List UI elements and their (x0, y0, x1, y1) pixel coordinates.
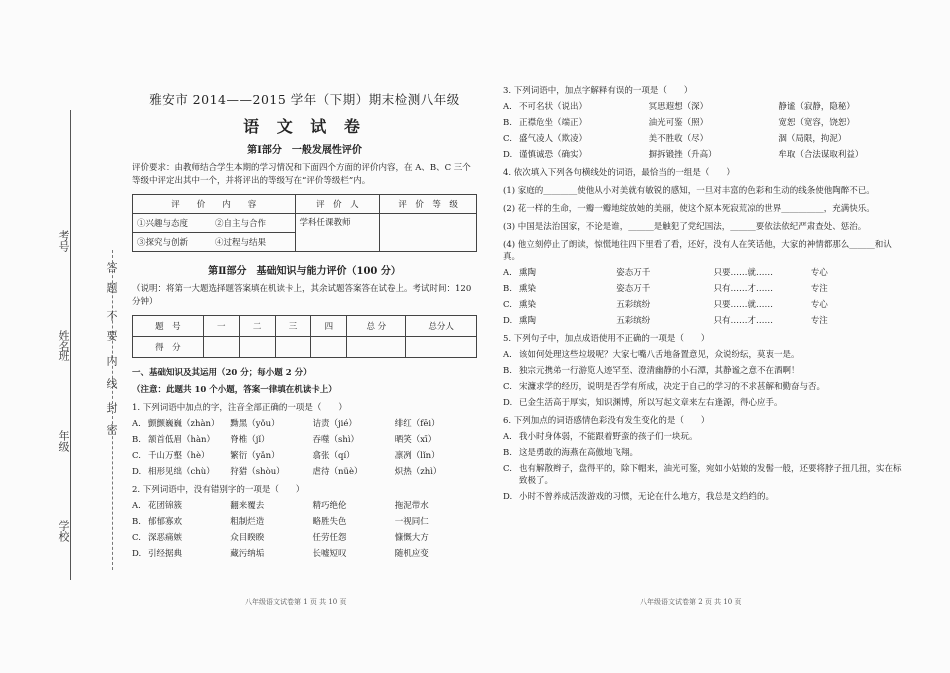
option-item: 宽恕（宽容，饶恕） (778, 118, 855, 128)
option-label: C. (503, 300, 512, 310)
option-item: 炽热（zhì） (394, 467, 442, 477)
option-item: 专心 (810, 300, 828, 310)
question-1 (132, 402, 477, 478)
question-4 (503, 167, 908, 327)
option-item: 牟取（合法谋取利益） (778, 150, 864, 160)
option-item: 翻来覆去 (230, 501, 265, 511)
option-item: 专注 (810, 316, 828, 326)
option-label: C. (503, 464, 512, 474)
binding-margin (0, 0, 140, 673)
option-label: B. (503, 118, 512, 128)
option-label: A. (132, 501, 141, 511)
eval-evaluator: 学科任课教师 (295, 214, 380, 252)
option-item: 这是勇敢的海燕在高傲地飞翔。 (519, 448, 639, 458)
question-6 (503, 415, 908, 503)
section1-note: （注意：此题共 10 个小题，答案一律填在机读卡上） (132, 385, 337, 395)
question-stem: 3. 下列词语中，加点字解释有误的一项是（ ） (503, 86, 693, 96)
option-item: 狩猎（shòu） (230, 467, 285, 477)
option-item: 花团锦簇 (148, 501, 183, 511)
option-item: 美不胜收（尽） (648, 134, 709, 144)
option-row (132, 548, 477, 560)
option-item: 深恶痛嫉 (148, 533, 183, 543)
option-label: B. (503, 448, 512, 458)
margin-label-class: 班 (57, 350, 70, 361)
option-label: A. (132, 419, 141, 429)
option-row (132, 516, 477, 528)
option-label: B. (503, 284, 512, 294)
margin-label-grade: 年级 (57, 430, 70, 452)
option-row (503, 117, 908, 129)
option-label: B. (503, 366, 512, 376)
option-row (132, 500, 477, 512)
option-item: 熏陶 (519, 268, 537, 278)
option-item: 颤颤巍巍（zhàn） (148, 419, 220, 429)
seal-char: 封 (105, 402, 118, 413)
score-cell[interactable] (239, 337, 275, 358)
option-item: 静谧（寂静，隐秘） (778, 102, 855, 112)
option-row (503, 149, 908, 161)
part1-title: 第Ⅰ部分 一般发展性评价 (247, 145, 362, 156)
seal-char: 线 (105, 378, 118, 389)
seal-char: 答 (105, 262, 118, 273)
option-item: 熏染 (519, 284, 537, 294)
part1-note: 评价要求：由教师结合学生本期的学习情况和下面四个方面的评价内容，在 A、B、C 三个等级中评定出其中一个，并将评出的等级写在“评价等级栏”内。 (132, 163, 471, 186)
option-item: 五彩缤纷 (616, 316, 651, 326)
option-item: 慷慨大方 (394, 533, 429, 543)
option-row (132, 532, 477, 544)
score-header: 四 (311, 316, 347, 337)
score-header: 总分人 (406, 316, 477, 337)
seal-char: 不 (105, 310, 118, 321)
option-item: 小时不曾养成活泼游戏的习惯，无论在什么地方，我总是文绉绉的。 (519, 492, 775, 502)
option-label: A. (503, 102, 512, 112)
option-label: C. (503, 134, 512, 144)
option-row (503, 381, 908, 393)
score-cell[interactable] (203, 337, 239, 358)
fill-sentence: (2) 花一样的生命，一瓣一瓣地绽放她的美丽，使这个原本死寂荒凉的世界__________，充满快乐。 (503, 204, 875, 214)
eval-header-content: 评 价 内 容 (133, 195, 296, 214)
seal-char: 题 (105, 282, 118, 293)
margin-label-exam-number: 考号 (57, 230, 70, 252)
left-page (132, 90, 477, 564)
option-item: 诘责（jié） (312, 419, 357, 429)
option-item: 不可名状（说出） (519, 102, 588, 112)
option-item: 众目睽睽 (230, 533, 265, 543)
option-row (132, 450, 477, 462)
question-stem: 6. 下列加点的词语感情色彩没有发生变化的是（ ） (503, 416, 710, 426)
fill-sentence: (1) 家庭的________使他从小对美就有敏锐的感知，一旦对丰富的色彩和生动的线条使他陶醉不已。 (503, 186, 875, 196)
option-item: 只有……才…… (713, 284, 774, 294)
option-label: B. (132, 517, 141, 527)
option-row (503, 133, 908, 145)
option-item: 已金生活高于厚实，知识渊博，所以写起文章来左右逢源，得心应手。 (519, 398, 783, 408)
seal-char: 密 (105, 424, 118, 435)
option-item: 藏污纳垢 (230, 549, 265, 559)
option-item: 郁郁寡欢 (148, 517, 183, 527)
score-cell[interactable] (311, 337, 347, 358)
eval-grade-cell[interactable] (380, 214, 477, 252)
option-label: C. (503, 382, 512, 392)
option-item: 冥思遐想（深） (648, 102, 709, 112)
option-item: 繁衍（yǎn） (230, 451, 280, 461)
option-item: 晒笑（xī） (394, 435, 437, 445)
option-item: 该如何处理这些垃圾呢？大家七嘴八舌地备置意见，众说纷纭，莫衷一是。 (519, 350, 800, 360)
eval-item: ④过程与结果 (211, 233, 295, 252)
option-item: 只有……才…… (713, 316, 774, 326)
score-table (132, 315, 477, 358)
option-row (503, 299, 908, 311)
option-label: A. (503, 268, 512, 278)
option-item: 脊椎（jǐ） (230, 435, 270, 445)
score-header: 二 (239, 316, 275, 337)
option-item: 黝黑（yǒu） (230, 419, 280, 429)
option-label: D. (132, 549, 142, 559)
part2-note: （说明：将第一大题选择题答案填在机读卡上，其余试题答案答在试卷上。考试时间：120 分钟） (132, 284, 472, 307)
option-item: 姿态万千 (616, 268, 651, 278)
question-stem: 5. 下列句子中，加点成语使用不正确的一项是（ ） (503, 334, 710, 344)
score-cell[interactable] (347, 337, 406, 358)
option-item: 千山万壑（hè） (148, 451, 210, 461)
option-item: 翕张（qí） (312, 451, 355, 461)
option-item: 一视同仁 (394, 517, 429, 527)
option-item: 熏染 (519, 300, 537, 310)
option-row (503, 431, 908, 443)
option-item: 随机应变 (394, 549, 429, 559)
seal-char: 要 (105, 330, 118, 341)
score-row-label: 得 分 (133, 337, 204, 358)
option-item: 盛气凌人（欺凌） (519, 134, 588, 144)
option-item: 也有解散辫子，盘得平的，除下帽来，油光可鉴，宛如小姑娘的发髻一般，还要将脖子扭几扭，实在标致极了。 (519, 464, 902, 486)
score-header: 题 号 (133, 316, 204, 337)
option-row (503, 101, 908, 113)
option-label: C. (132, 533, 141, 543)
option-row (503, 315, 908, 327)
option-row (503, 491, 908, 503)
option-item: 凛冽（lǐn） (394, 451, 440, 461)
option-item: 五彩缤纷 (616, 300, 651, 310)
eval-item: ①兴趣与态度 (133, 214, 212, 233)
option-item: 宋濂求学的经历，说明是否学有所成，决定于自己的学习的不求甚解和勤奋与否。 (519, 382, 826, 392)
score-cell[interactable] (406, 337, 477, 358)
option-item: 任劳任怨 (312, 533, 347, 543)
option-row (503, 447, 908, 459)
option-item: 正襟危坐（端正） (519, 118, 588, 128)
score-header: 一 (203, 316, 239, 337)
option-label: D. (503, 150, 513, 160)
option-item: 谨慎诚恐（确实） (519, 150, 588, 160)
margin-label-school: 学校 (57, 520, 70, 542)
option-item: 绯红（fēi） (394, 419, 440, 429)
question-2 (132, 484, 477, 560)
option-item: 专心 (810, 268, 828, 278)
option-item: 油光可鉴（照） (648, 118, 709, 128)
option-row (503, 463, 908, 487)
score-header: 三 (275, 316, 311, 337)
eval-item: ③探究与创新 (133, 233, 212, 252)
option-row (132, 466, 477, 478)
option-item: 粗制烂造 (230, 517, 265, 527)
option-item: 摒拆锻挫（升高） (648, 150, 717, 160)
option-item: 熏陶 (519, 316, 537, 326)
eval-header-grade: 评 价 等 级 (380, 195, 477, 214)
option-item: 虐待（nüè） (312, 467, 363, 477)
option-row (132, 434, 477, 446)
option-item: 独宗元携弟一行游览人迹罕至、澄清幽静的小石潭，其静谧之意不在酒啊！ (519, 366, 800, 376)
option-item: 涸（局限，拘泥） (778, 134, 847, 144)
option-row (503, 349, 908, 361)
exam-title: 雅安市 2014——2015 学年（下期）期末检测八年级 (149, 92, 460, 107)
option-row (503, 267, 908, 279)
option-label: A. (503, 432, 512, 442)
option-item: 只要……就…… (713, 268, 774, 278)
option-row (132, 418, 477, 430)
option-item: 我小时身体弱，不能跟着野蛮的孩子们一块玩。 (519, 432, 698, 442)
option-label: D. (132, 467, 142, 477)
option-item: 拖泥带水 (394, 501, 429, 511)
option-label: C. (132, 451, 141, 461)
option-item: 只要……就…… (713, 300, 774, 310)
option-label: D. (503, 316, 513, 326)
fill-sentence: (3) 中国是法治国家，不论是谁，______是触犯了党纪国法，______要依法依纪严肃查处、惩治。 (503, 222, 867, 232)
margin-label-name: 姓名 (57, 330, 70, 352)
eval-header-evaluator: 评 价 人 (295, 195, 380, 214)
question-stem: 4. 依次填入下列各句横线处的词语，最恰当的一组是（ ） (503, 168, 735, 178)
option-row (503, 283, 908, 295)
question-3 (503, 85, 908, 161)
option-label: D. (503, 398, 513, 408)
option-item: 吞噬（shì） (312, 435, 360, 445)
option-item: 长嘘短叹 (312, 549, 347, 559)
score-header: 总 分 (347, 316, 406, 337)
fill-sentence: (4) 他立刻停止了朗读，惊慌地往四下里看了看，还好，没有人在笑话他，大家的神情都那么______和认真。 (503, 240, 892, 262)
option-label: B. (132, 435, 141, 445)
subject-title: 语 文 试 卷 (243, 117, 366, 136)
option-item: 精巧绝伦 (312, 501, 347, 511)
score-cell[interactable] (275, 337, 311, 358)
option-item: 略胜失色 (312, 517, 347, 527)
part2-title: 第Ⅱ部分 基础知识与能力评价（100 分） (208, 266, 401, 277)
option-item: 引经据典 (148, 549, 183, 559)
right-page (503, 85, 908, 507)
question-stem: 2. 下列词语中，没有错别字的一项是（ ） (132, 485, 305, 495)
option-row (503, 397, 908, 409)
seal-char: 内 (105, 355, 118, 366)
option-item: 颔首低眉（hàn） (148, 435, 216, 445)
footer-left: 八年级语文试卷第 1 页 共 10 页 (245, 598, 347, 606)
footer-right: 八年级语文试卷第 2 页 共 10 页 (640, 598, 742, 606)
question-5 (503, 333, 908, 409)
question-stem: 1. 下列词语中加点的字，注音全部正确的一项是（ ） (132, 403, 347, 413)
option-label: A. (503, 350, 512, 360)
eval-item: ②自主与合作 (211, 214, 295, 233)
section1-title: 一、基础知识及其运用（20 分；每小题 2 分） (132, 368, 312, 378)
option-label: D. (503, 492, 513, 502)
option-item: 姿态万千 (616, 284, 651, 294)
evaluation-table (132, 194, 477, 252)
option-item: 相形见绌（chù） (148, 467, 215, 477)
option-item: 专注 (810, 284, 828, 294)
option-row (503, 365, 908, 377)
